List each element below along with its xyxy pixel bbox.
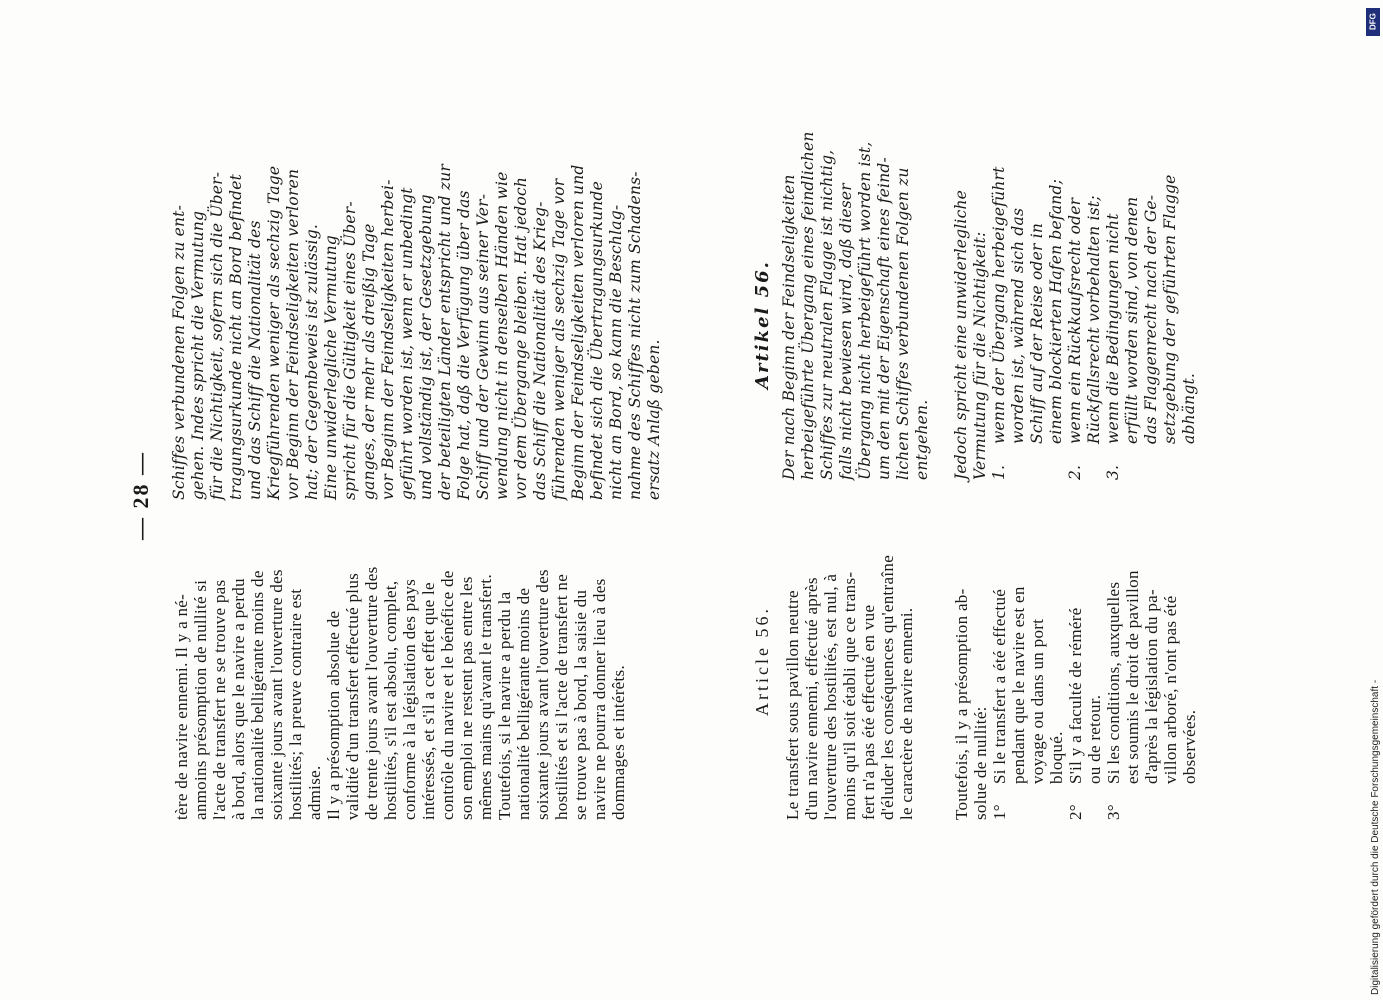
text-line: Schiff auf der Reise oder in <box>1028 222 1046 444</box>
german-article-heading: Artikel 56. <box>752 260 773 389</box>
text-line: d'éluder les conséquences qu'entraîne <box>878 554 897 820</box>
text-line: einem blockierten Hafen befand; <box>1047 178 1065 444</box>
german-article-text <box>780 131 932 480</box>
text-line: Si les conditions, auxquelles <box>1104 581 1123 784</box>
text-line: falls nicht bewiesen wird, daß dieser <box>837 183 855 480</box>
text-line: observées. <box>1180 709 1199 784</box>
german-column-1 <box>170 160 664 500</box>
list-item-text <box>990 166 1066 444</box>
text-line: für die Nichtigkeit, sofern sich die Über- <box>208 171 226 500</box>
french-list <box>990 500 1199 820</box>
list-item-number: 3° <box>1104 804 1123 820</box>
text-line: Schiffes verbundenen Folgen zu ent- <box>170 204 188 500</box>
french-article-text <box>783 500 916 820</box>
text-line: hostilités; la preuve contraire est <box>286 588 305 820</box>
text-line: Eine unwiderlegliche Vermutung <box>322 235 340 500</box>
german-col1-text <box>170 160 664 500</box>
list-item-text <box>1066 195 1104 444</box>
text-line: pendant que le navire est en <box>1009 586 1028 784</box>
text-line: intéressés, et s'il a cet effet que le <box>419 582 438 820</box>
text-line: navire ne pourra donner lieu à des <box>590 578 609 820</box>
text-line: l'acte de transfert ne se trouve pas <box>210 579 229 820</box>
text-line: est soumis le droit de pavillon <box>1123 570 1142 784</box>
text-line: admise. <box>305 765 324 820</box>
text-line: wendung nicht in denselben Händen wie <box>493 171 511 500</box>
french-article-heading: Article 56. <box>752 606 772 716</box>
text-line: validité d'un transfert effectué plus <box>343 572 362 820</box>
text-line: tragungsurkunde nicht an Bord befindet <box>227 173 245 500</box>
text-line: befindet sich die Übertragungsurkunde <box>588 181 606 500</box>
text-line: entgehen. <box>913 399 931 480</box>
text-line: contrôle du navire et le bénéfice de <box>438 570 457 820</box>
text-line: la nationalité belligérante moins de <box>248 570 267 820</box>
list-item-text <box>1066 607 1104 784</box>
list-item-text <box>1104 175 1199 444</box>
text-line: wenn ein Rückkaufsrecht oder <box>1066 197 1084 444</box>
text-line: erfüllt worden sind, von denen <box>1123 196 1141 444</box>
text-line: ganges, der mehr als dreißig Tage <box>360 223 378 500</box>
text-line: Rückfallsrecht vorbehalten ist; <box>1085 195 1103 444</box>
text-line: voyage ou dans un port <box>1028 618 1047 784</box>
text-line: wenn der Übergang herbeigeführt <box>990 166 1008 444</box>
text-line: gehen. Indes spricht die Vermutung <box>189 210 207 500</box>
text-line: d'après la législation du pa- <box>1142 589 1161 784</box>
text-line: anmoins présomption de nullité si <box>191 579 210 820</box>
text-line: d'un navire ennemi, effectué après <box>802 577 821 820</box>
text-line: nicht an Bord, so kann die Beschlag- <box>607 204 625 500</box>
text-line: vor Beginn der Feindseligkeiten herbei- <box>379 179 397 500</box>
text-line: S'il y a faculté de réméré <box>1066 607 1085 784</box>
text-line: soixante jours avant l'ouverture des <box>267 569 286 820</box>
text-line: nahme des Schiffes nicht zum Schadens- <box>626 171 644 500</box>
text-line: bloqué. <box>1047 731 1066 784</box>
list-item <box>1104 500 1199 820</box>
list-item-text <box>1104 570 1199 784</box>
dfg-logo: DFG <box>1366 8 1380 36</box>
german-presumption-block <box>952 160 1199 480</box>
list-item <box>1104 160 1199 480</box>
text-line: Le transfert sous pavillon neutre <box>783 590 802 820</box>
text-line: Beginn der Feindseligkeiten verloren und <box>569 164 587 500</box>
list-item <box>1066 500 1104 820</box>
german-list <box>990 160 1199 480</box>
text-line: l'ouverture des hostilités, est nul, à <box>821 573 840 820</box>
list-item-number: 1° <box>990 804 1009 820</box>
text-line: soixante jours avant l'ouverture des <box>533 569 552 820</box>
text-line: vor dem Übergange bleiben. Hat jedoch <box>512 176 530 500</box>
text-line: und das Schiff die Nationalität des <box>246 220 264 500</box>
text-line: Übergang nicht herbeigeführt worden ist, <box>856 141 874 480</box>
text-line: und vollständig ist, der Gesetzgebung <box>417 194 435 500</box>
text-line: Si le transfert a été effectué <box>990 588 1009 784</box>
text-line: Schiff und der Gewinn aus seiner Ver- <box>474 193 492 500</box>
text-line: son emploi ne restent pas entre les <box>457 576 476 820</box>
text-line: ou de retour. <box>1085 694 1104 784</box>
text-line: lichen Schiffes verbundenen Folgen zu <box>894 167 912 480</box>
text-line: Folge hat, daß die Verfügung über das <box>455 190 473 500</box>
german-presumption-intro <box>952 160 990 480</box>
french-article-body <box>783 500 916 820</box>
list-item <box>1066 160 1104 480</box>
text-line: se trouve pas à bord, la saisie du <box>571 589 590 820</box>
list-item-number: 2° <box>1066 804 1085 820</box>
text-line: hostilités et si l'acte de transfert ne <box>552 573 571 820</box>
text-line: villon arboré, n'ont pas été <box>1161 595 1180 784</box>
text-line: tère de navire ennemi. Il y a né- <box>172 593 191 820</box>
text-line: Schiffes zur neutralen Flagge ist nichtig, <box>818 149 836 480</box>
text-line: geführt worden ist, wenn er unbedingt <box>398 187 416 500</box>
text-line: worden ist, während sich das <box>1009 207 1027 444</box>
text-line: abhängt. <box>1180 372 1198 444</box>
text-line: führenden weniger als sechzig Tage vor <box>550 178 568 500</box>
list-item <box>990 160 1066 480</box>
text-line: spricht für die Gültigkeit eines Über- <box>341 201 359 500</box>
digitization-credit: Digitalisierung gefördert durch die Deutsche Forschungsgemeinschaft - <box>1370 679 1381 995</box>
text-line: um den mit der Eigenschaft eines feind- <box>875 157 893 480</box>
text-line: mêmes mains qu'avant le transfert. <box>476 574 495 820</box>
text-line: der beteiligten Länder entspricht und zur <box>436 163 454 500</box>
text-line: Toutefois, si le navire a perdu la <box>495 591 514 820</box>
text-line: fert n'a pas été effectué en vue <box>859 604 878 820</box>
list-item-number: 3. <box>1104 464 1122 480</box>
text-line: Il y a présomption absolue de <box>324 610 343 820</box>
text-line: ersatz Anlaß geben. <box>645 339 663 500</box>
text-line: solue de nullité: <box>971 706 990 820</box>
text-line: le caractère de navire ennemi. <box>897 607 916 820</box>
text-line: conforme à la législation des pays <box>400 578 419 820</box>
list-item-text <box>990 586 1066 784</box>
text-line: moins qu'il soit établi que ce trans- <box>840 571 859 820</box>
text-line: à bord, alors que le navire a perdu <box>229 578 248 820</box>
text-line: Toutefois, il y a présomption ab- <box>952 588 971 820</box>
text-line: dommages et intérêts. <box>609 664 628 820</box>
text-line: das Schiff die Nationalität des Krieg- <box>531 201 549 500</box>
list-item-number: 1. <box>990 464 1008 480</box>
text-line: herbeigeführte Übergang eines feindlichen <box>799 131 817 480</box>
text-line: hostilités, s'il est absolu, complet, <box>381 580 400 820</box>
text-line: Der nach Beginn der Feindseligkeiten <box>780 174 798 480</box>
french-presumption-intro <box>952 500 990 820</box>
text-line: setzgebung der geführten Flagge <box>1161 174 1179 444</box>
list-item-number: 2. <box>1066 464 1084 480</box>
text-line: vor Beginn der Feindseligkeiten verloren <box>284 168 302 500</box>
french-presumption-block <box>952 500 1199 820</box>
page-number: — 28 — <box>128 451 153 540</box>
text-line: das Flaggenrecht nach der Ge- <box>1142 194 1160 444</box>
german-article-body <box>780 131 932 480</box>
text-line: de trente jours avant l'ouverture des <box>362 566 381 820</box>
text-line: nationalité belligérante moins de <box>514 587 533 820</box>
list-item <box>990 500 1066 820</box>
text-line: hat; der Gegenbeweis ist zulässig. <box>303 224 321 500</box>
text-line: Jedoch spricht eine unwiderlegliche <box>952 189 970 480</box>
text-line: Vermutung für die Nichtigkeit: <box>971 231 989 480</box>
text-line: wenn die Bedingungen nicht <box>1104 213 1122 444</box>
text-line: Kriegführenden weniger als sechzig Tage <box>265 165 283 500</box>
